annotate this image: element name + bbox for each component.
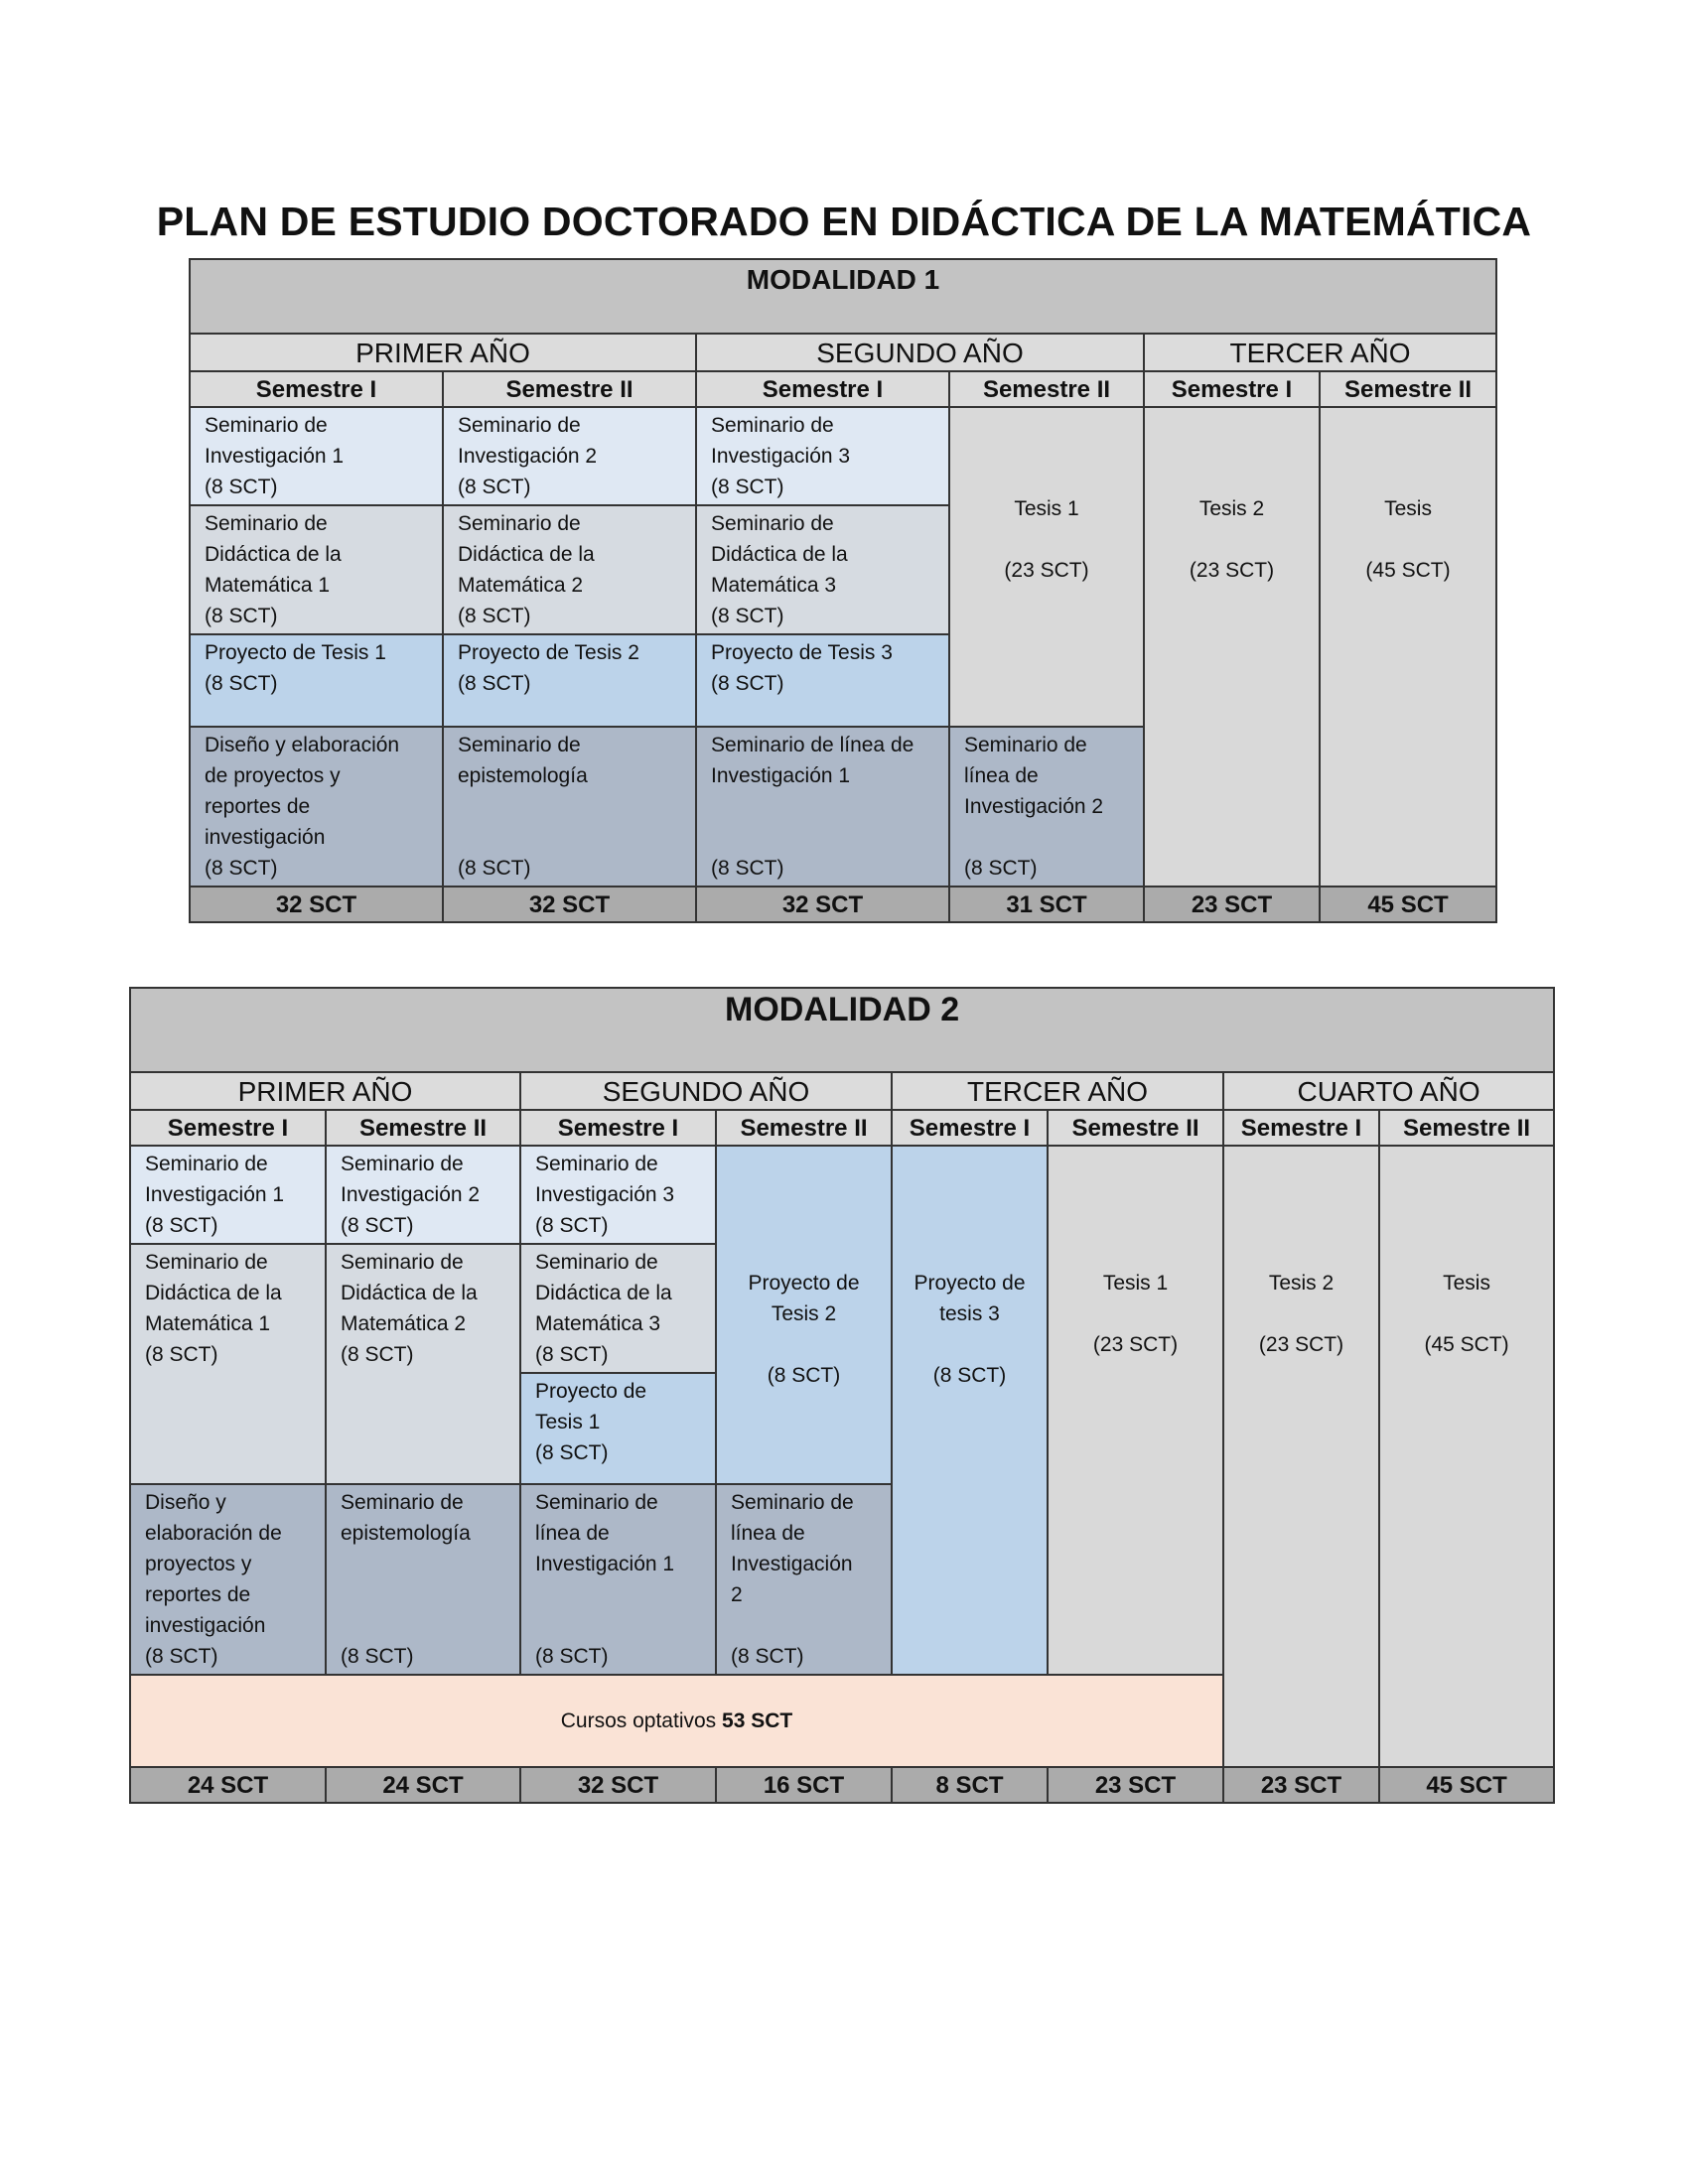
optativos-cell <box>130 1675 1223 1767</box>
modalidad-1-title: MODALIDAD 1 <box>190 259 1496 334</box>
course-cell: Seminario de Didáctica de la Matemática 2 (8 SCT) <box>326 1244 520 1484</box>
page-title: PLAN DE ESTUDIO DOCTORADO EN DIDÁCTICA DE LA MATEMÁTICA <box>156 199 1532 244</box>
tesis-cell: Tesis (45 SCT) <box>1379 1146 1554 1767</box>
course-cell: Seminario de Investigación 1 (8 SCT) <box>130 1146 326 1244</box>
semester-header: Semestre II <box>716 1110 892 1146</box>
semester-header: Semestre II <box>443 371 696 407</box>
tesis-cell: Tesis 1 (23 SCT) <box>949 407 1144 727</box>
tesis-cell: Tesis (45 SCT) <box>1320 407 1496 887</box>
total-cell: 45 SCT <box>1320 887 1496 922</box>
tesis-cell: Tesis 2 (23 SCT) <box>1144 407 1320 887</box>
year-header: SEGUNDO AÑO <box>696 334 1144 371</box>
course-cell: Seminario de Investigación 2 (8 SCT) <box>443 407 696 505</box>
semester-header: Semestre I <box>696 371 949 407</box>
semester-header: Semestre II <box>949 371 1144 407</box>
total-cell: 8 SCT <box>892 1767 1048 1803</box>
course-cell: Seminario de Didáctica de la Matemática 3 (8 SCT) <box>696 505 949 634</box>
year-header: TERCER AÑO <box>1144 334 1496 371</box>
semester-header: Semestre II <box>1048 1110 1223 1146</box>
semester-header: Semestre II <box>326 1110 520 1146</box>
semester-header: Semestre I <box>892 1110 1048 1146</box>
course-cell: Proyecto de Tesis 1 (8 SCT) <box>190 634 443 727</box>
course-cell: Seminario de Didáctica de la Matemática 3 (8 SCT) <box>520 1244 716 1373</box>
course-cell: Proyecto de Tesis 2 (8 SCT) <box>443 634 696 727</box>
course-cell: Seminario de Didáctica de la Matemática 1 (8 SCT) <box>190 505 443 634</box>
tesis-cell: Tesis 2 (23 SCT) <box>1223 1146 1379 1767</box>
total-cell: 32 SCT <box>190 887 443 922</box>
year-header: PRIMER AÑO <box>130 1072 520 1110</box>
total-cell: 24 SCT <box>130 1767 326 1803</box>
modalidad-1-table <box>189 258 1497 923</box>
course-cell: Seminario de Didáctica de la Matemática 2 (8 SCT) <box>443 505 696 634</box>
total-cell: 32 SCT <box>443 887 696 922</box>
year-header: TERCER AÑO <box>892 1072 1223 1110</box>
course-cell: Seminario de línea de Investigación 1 (8 SCT) <box>696 727 949 887</box>
course-cell: Diseño y elaboración de proyectos y reportes de investigación (8 SCT) <box>190 727 443 887</box>
course-cell: Seminario de línea de Investigación 1 (8 SCT) <box>520 1484 716 1675</box>
year-header: PRIMER AÑO <box>190 334 696 371</box>
course-cell: Diseño y elaboración de proyectos y reportes de investigación (8 SCT) <box>130 1484 326 1675</box>
optativos-sct: 53 SCT <box>722 1709 793 1732</box>
tesis-cell: Tesis 1 (23 SCT) <box>1048 1146 1223 1675</box>
modalidad-2-table <box>129 987 1555 1804</box>
semester-header: Semestre I <box>520 1110 716 1146</box>
total-cell: 32 SCT <box>520 1767 716 1803</box>
total-cell: 45 SCT <box>1379 1767 1554 1803</box>
total-cell: 31 SCT <box>949 887 1144 922</box>
course-cell: Proyecto de tesis 3 (8 SCT) <box>892 1146 1048 1675</box>
semester-header: Semestre II <box>1379 1110 1554 1146</box>
semester-header: Semestre I <box>1144 371 1320 407</box>
course-cell: Seminario de Didáctica de la Matemática 1 (8 SCT) <box>130 1244 326 1484</box>
year-header: SEGUNDO AÑO <box>520 1072 892 1110</box>
year-header: CUARTO AÑO <box>1223 1072 1554 1110</box>
course-cell: Seminario de Investigación 3 (8 SCT) <box>520 1146 716 1244</box>
total-cell: 16 SCT <box>716 1767 892 1803</box>
total-cell: 23 SCT <box>1048 1767 1223 1803</box>
course-cell: Seminario de Investigación 3 (8 SCT) <box>696 407 949 505</box>
semester-header: Semestre I <box>1223 1110 1379 1146</box>
total-cell: 32 SCT <box>696 887 949 922</box>
course-cell: Seminario de línea de Investigación 2 (8 SCT) <box>716 1484 892 1675</box>
modalidad-2-title: MODALIDAD 2 <box>130 988 1554 1072</box>
total-cell: 23 SCT <box>1223 1767 1379 1803</box>
total-cell: 24 SCT <box>326 1767 520 1803</box>
course-cell: Proyecto de Tesis 2 (8 SCT) <box>716 1146 892 1484</box>
course-cell: Proyecto de Tesis 1 (8 SCT) <box>520 1373 716 1484</box>
semester-header: Semestre I <box>190 371 443 407</box>
course-cell: Seminario de epistemología (8 SCT) <box>443 727 696 887</box>
course-cell: Seminario de epistemología (8 SCT) <box>326 1484 520 1675</box>
optativos-label: Cursos optativos <box>560 1709 717 1732</box>
course-cell: Seminario de Investigación 1 (8 SCT) <box>190 407 443 505</box>
course-cell: Seminario de Investigación 2 (8 SCT) <box>326 1146 520 1244</box>
course-cell: Proyecto de Tesis 3 (8 SCT) <box>696 634 949 727</box>
semester-header: Semestre II <box>1320 371 1496 407</box>
semester-header: Semestre I <box>130 1110 326 1146</box>
course-cell: Seminario de línea de Investigación 2 (8 SCT) <box>949 727 1144 887</box>
total-cell: 23 SCT <box>1144 887 1320 922</box>
